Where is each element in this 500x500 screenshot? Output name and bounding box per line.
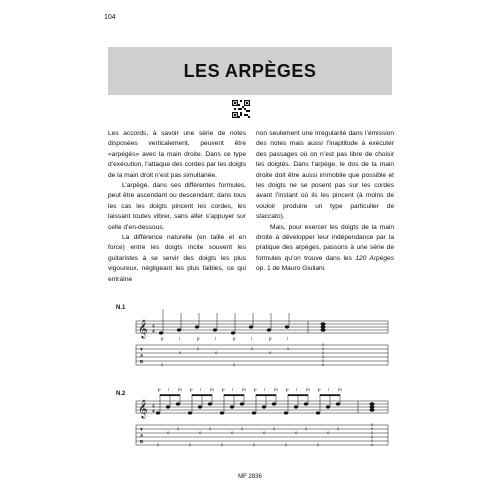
svg-text:0: 0 bbox=[197, 346, 200, 351]
svg-text:i: i bbox=[251, 336, 252, 341]
note-group-2 bbox=[156, 395, 374, 415]
svg-text:0: 0 bbox=[322, 350, 325, 355]
svg-text:i: i bbox=[168, 387, 169, 392]
svg-text:m: m bbox=[338, 387, 342, 392]
paragraph-exercise-end: op. 1 de Mauro Giuliani. bbox=[256, 265, 327, 273]
svg-text:0: 0 bbox=[295, 430, 298, 435]
svg-text:p: p bbox=[197, 336, 200, 341]
svg-text:0: 0 bbox=[251, 346, 254, 351]
staff-notation-2 bbox=[108, 387, 392, 471]
svg-text:p: p bbox=[158, 387, 161, 392]
svg-text:p: p bbox=[286, 387, 289, 392]
svg-text:2: 2 bbox=[322, 358, 325, 363]
exercise-label-2: N.2 bbox=[116, 391, 126, 397]
svg-text:p: p bbox=[318, 387, 321, 392]
svg-text:i: i bbox=[296, 387, 297, 392]
tablature-1 bbox=[136, 345, 388, 365]
footer-catalog-code: MF 2836 bbox=[238, 474, 262, 480]
svg-text:0: 0 bbox=[322, 346, 325, 351]
svg-text:4: 4 bbox=[152, 324, 155, 330]
page-number: 104 bbox=[104, 14, 116, 21]
tablature-2 bbox=[136, 425, 388, 445]
svg-text:0: 0 bbox=[199, 430, 202, 435]
treble-clef-icon: 𝄞 bbox=[138, 321, 148, 338]
svg-text:0: 0 bbox=[327, 430, 330, 435]
svg-text:0: 0 bbox=[231, 430, 234, 435]
svg-text:T: T bbox=[140, 347, 143, 352]
svg-text:0: 0 bbox=[305, 426, 308, 431]
svg-text:0: 0 bbox=[177, 426, 180, 431]
svg-text:0: 0 bbox=[371, 442, 374, 447]
svg-text:2: 2 bbox=[371, 434, 374, 439]
treble-clef-icon: 𝄞 bbox=[138, 401, 148, 418]
svg-text:p: p bbox=[254, 387, 257, 392]
svg-text:0: 0 bbox=[371, 426, 374, 431]
svg-text:m: m bbox=[242, 387, 246, 392]
svg-text:4: 4 bbox=[152, 409, 155, 415]
paragraph-arpeggio: L’arpège, dans ses différentes formules, peut être ascendant ou descendant; dans tous les cas les doigts pincent les cordes, les laissant toutes vibrer, sans aller s’appuyer sur celle d’en-dessous. bbox=[108, 182, 246, 231]
paragraph-exercise-text: Mais, pour exercer les doigts de la main droite à développer leur indépendance par la pratique des arpèges, passons à une série de formules qu’on trouve dans les bbox=[256, 223, 394, 262]
svg-text:B: B bbox=[140, 439, 144, 444]
svg-text:i: i bbox=[232, 387, 233, 392]
svg-text:p: p bbox=[190, 387, 193, 392]
qr-code-icon[interactable] bbox=[232, 100, 250, 118]
text-column-right bbox=[256, 129, 394, 275]
work-title: 120 Arpèges bbox=[355, 254, 394, 262]
svg-text:4: 4 bbox=[152, 404, 155, 410]
svg-text:0: 0 bbox=[322, 342, 325, 347]
svg-text:i: i bbox=[287, 336, 288, 341]
svg-text:0: 0 bbox=[287, 346, 290, 351]
svg-text:4: 4 bbox=[152, 329, 155, 335]
paragraph-fingers: La différence naturelle (en taille et en force) entre les doigts incite souvent les guitaristes à se servir des doigts les plus vigoureux, négligeant les plus faibles, ce qui entraîne bbox=[108, 234, 246, 283]
svg-text:0: 0 bbox=[189, 442, 192, 447]
svg-text:i: i bbox=[264, 387, 265, 392]
svg-text:0: 0 bbox=[285, 442, 288, 447]
svg-text:p: p bbox=[161, 336, 164, 341]
title-banner bbox=[108, 47, 392, 95]
svg-text:2: 2 bbox=[322, 354, 325, 359]
music-system-2 bbox=[108, 387, 392, 471]
svg-text:i: i bbox=[200, 387, 201, 392]
svg-text:0: 0 bbox=[317, 442, 320, 447]
svg-text:i: i bbox=[328, 387, 329, 392]
svg-text:0: 0 bbox=[337, 426, 340, 431]
svg-text:0: 0 bbox=[371, 422, 374, 427]
svg-text:p: p bbox=[222, 387, 225, 392]
svg-text:B: B bbox=[140, 359, 144, 364]
svg-text:0: 0 bbox=[215, 350, 218, 355]
svg-text:i: i bbox=[215, 336, 216, 341]
note-group-1 bbox=[159, 309, 325, 334]
svg-text:0: 0 bbox=[209, 426, 212, 431]
svg-text:0: 0 bbox=[233, 362, 236, 367]
svg-text:0: 0 bbox=[179, 350, 182, 355]
svg-text:0: 0 bbox=[273, 426, 276, 431]
svg-text:0: 0 bbox=[157, 442, 160, 447]
paragraph-exercise bbox=[256, 223, 394, 275]
svg-text:m: m bbox=[178, 387, 182, 392]
staccato-term: staccato bbox=[256, 213, 281, 221]
svg-text:0: 0 bbox=[253, 442, 256, 447]
svg-text:p: p bbox=[233, 336, 236, 341]
exercise-label-1: N.1 bbox=[116, 305, 126, 311]
svg-text:2: 2 bbox=[371, 438, 374, 443]
staff-notation-1 bbox=[108, 303, 392, 395]
svg-text:p: p bbox=[269, 336, 272, 341]
page-title: LES ARPÈGES bbox=[183, 60, 317, 81]
music-system-1 bbox=[108, 303, 392, 395]
svg-text:m: m bbox=[210, 387, 214, 392]
svg-text:0: 0 bbox=[241, 426, 244, 431]
svg-text:i: i bbox=[179, 336, 180, 341]
svg-text:A: A bbox=[140, 433, 144, 438]
svg-text:m: m bbox=[274, 387, 278, 392]
svg-text:0: 0 bbox=[161, 362, 164, 367]
svg-text:0: 0 bbox=[322, 362, 325, 367]
svg-text:0: 0 bbox=[221, 442, 224, 447]
paragraph-irregularity bbox=[256, 129, 394, 223]
text-column-left bbox=[108, 129, 246, 285]
svg-text:0: 0 bbox=[263, 430, 266, 435]
svg-text:T: T bbox=[140, 427, 143, 432]
svg-text:0: 0 bbox=[269, 350, 272, 355]
paragraph-irregularity-end: ). bbox=[280, 213, 285, 221]
svg-text:m: m bbox=[306, 387, 310, 392]
svg-text:A: A bbox=[140, 353, 144, 358]
paragraph-irregularity-text: non seulement une irrégularité dans l’émission des notes mais aussi l’inaptitude à exécuter des passages où on n’est pas libre de choisir les doigtés. Dans l’arpège, le dos de la main droite doit être aussi immobile que possible et les doigts ne se posent pas sur les cordes avant l’instant où ils les pincent (à moins de vouloir produire un type particulier de bbox=[256, 130, 394, 210]
svg-text:0: 0 bbox=[167, 430, 170, 435]
svg-text:0: 0 bbox=[371, 430, 374, 435]
paragraph-chords: Les accords, à savoir une série de notes disposées verticalement, peuvent être «arpégés» avec la main droite. Dans ce type d’exécution, l’attaque des cordes par les doigts de la main droit n’est pas simultanée. bbox=[108, 130, 246, 179]
fingering-row-1 bbox=[161, 336, 288, 341]
